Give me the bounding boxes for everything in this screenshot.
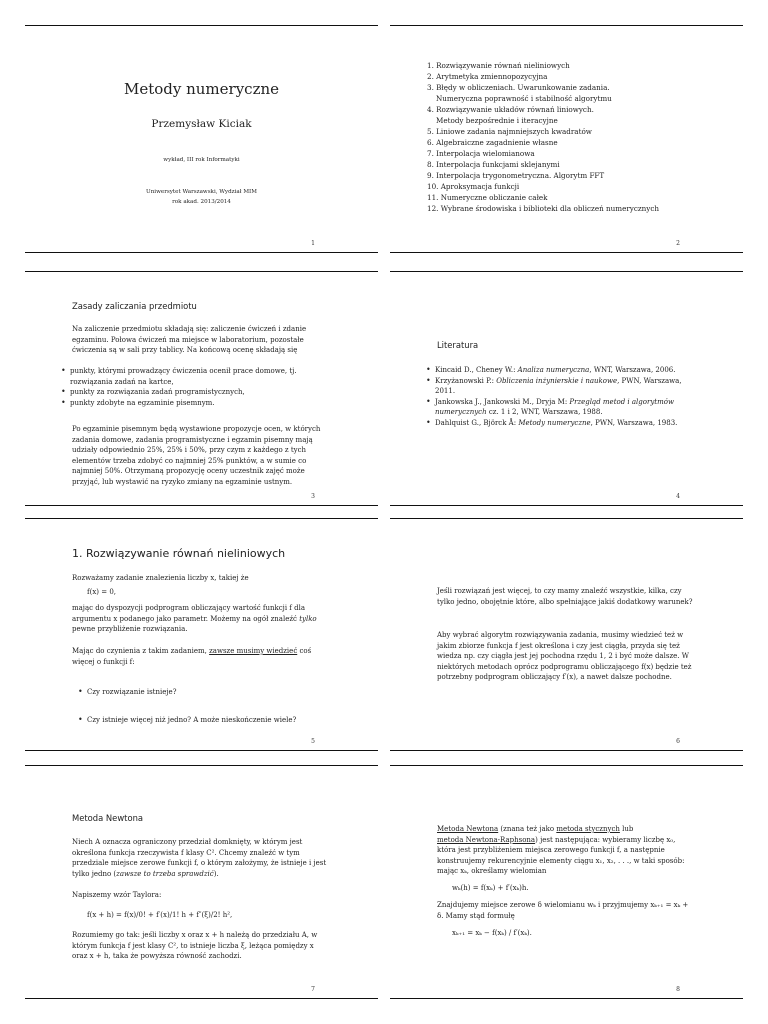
university-info: Uniwersytet Warszawski, Wydział MIM bbox=[145, 189, 257, 195]
list-item: • punkty zdobyte na egzaminie pisemnym. bbox=[61, 398, 331, 409]
academic-year: rok akad. 2013/2014 bbox=[172, 199, 231, 205]
equation: f(x) = 0, bbox=[87, 588, 116, 596]
bullet-list bbox=[61, 366, 331, 408]
bullet-list bbox=[78, 687, 328, 698]
page-number: 5 bbox=[311, 738, 315, 745]
table-of-contents bbox=[427, 60, 659, 214]
slide-4-literature bbox=[390, 271, 743, 506]
page-number: 8 bbox=[676, 986, 680, 993]
paragraph: Mając do czynienia z takim zadaniem, zawsze musimy wiedzieć coś więcej o funkcji f: bbox=[72, 647, 312, 666]
bullet-list bbox=[78, 715, 328, 726]
newton-formula: xₖ₊₁ = xₖ − f(xₖ) / f′(xₖ). bbox=[452, 929, 532, 937]
toc-item: 5. Liniowe zadania najmniejszych kwadratów bbox=[427, 127, 592, 136]
paragraph: Napiszemy wzór Taylora: bbox=[72, 891, 162, 899]
slide-author: Przemysław Kiciak bbox=[151, 118, 252, 130]
toc-item: 2. Arytmetyka zmiennopozycyjna bbox=[427, 72, 548, 81]
list-item: • punkty, którymi prowadzący ćwiczenia ocenił prace domowe, tj. rozwiązania zadań na kartce, bbox=[61, 366, 331, 387]
list-item: • Czy rozwiązanie istnieje? bbox=[78, 687, 328, 698]
reference-item: • Kincaid D., Cheney W.: Analiza numeryczna, WNT, Warszawa, 2006. bbox=[426, 365, 696, 376]
toc-item: 10. Aproksymacja funkcji bbox=[427, 182, 520, 191]
toc-item-continuation: Metody bezpośrednie i iteracyjne bbox=[436, 116, 558, 125]
toc-item: 7. Interpolacja wielomianowa bbox=[427, 149, 535, 158]
slide-1-title bbox=[25, 25, 378, 253]
reference-item: • Dahlquist G., Björck Å: Metody numeryczne, PWN, Warszawa, 1983. bbox=[426, 418, 696, 429]
taylor-formula: f(x + h) = f(x)/0! + f′(x)/1! h + f″(ξ)/2! h², bbox=[87, 911, 233, 919]
slide-title: Metody numeryczne bbox=[123, 80, 280, 98]
page-number: 4 bbox=[676, 493, 680, 500]
paragraph: Aby wybrać algorytm rozwiązywania zadania, musimy wiedzieć też w jakim zbiorze funkcja f jest określona i czy jest ciągła, przyda się też wiedza np. czy ciągła jest jej pochodna rzędu 1, 2 i być może dalsze. W niektórych metodach oprócz podprogramu obliczającego f(x) będzie też potrzebny podprogram obliczający f′(x), a nawet dalsze pochodne. bbox=[437, 631, 692, 682]
toc-item: 4. Rozwiązywanie układów równań liniowych. bbox=[427, 105, 594, 114]
toc-item: 1. Rozwiązywanie równań nieliniowych bbox=[427, 61, 570, 70]
slide-6-solutions bbox=[390, 518, 743, 751]
paragraph: Niech A oznacza ograniczony przedział domknięty, w którym jest określona funkcja rzeczywista f klasy C². Chcemy znaleźć w tym przedziale miejsce zerowe funkcji f, o którym założymy, że istnieje i jest tylko jedno (zawsze to trzeba sprawdzić). bbox=[72, 838, 327, 878]
page-number: 3 bbox=[311, 493, 315, 500]
reference-item: • Jankowska J., Jankowski M., Dryja M: Przegląd metod i algorytmów numerycznych cz. 1 i 2, WNT, Warszawa, 1988. bbox=[426, 397, 696, 418]
paragraph: mając do dyspozycji podprogram obliczający wartość funkcji f dla argumentu x podanego jako parametr. Możemy na ogół znaleźć tylko pewne przybliżenie rozwiązania. bbox=[72, 604, 317, 634]
slide-heading: 1. Rozwiązywanie równań nieliniowych bbox=[72, 547, 286, 560]
list-item: • Czy istnieje więcej niż jedno? A może nieskończenie wiele? bbox=[78, 715, 328, 726]
paragraph: Jeśli rozwiązań jest więcej, to czy mamy znaleźć wszystkie, kilka, czy tylko jedno, obojętnie które, albo spełniające jakiś dodatkowy warunek? bbox=[437, 587, 693, 606]
paragraph: Znajdujemy miejsce zerowe δ wielomianu wₖ i przyjmujemy xₖ₊₁ = xₖ + δ. Mamy stąd formułę bbox=[437, 901, 689, 920]
slide-heading: Metoda Newtona bbox=[72, 813, 144, 823]
slide-heading: Literatura bbox=[437, 340, 479, 350]
paragraph: Rozważamy zadanie znalezienia liczby x, takiej że bbox=[72, 574, 249, 582]
slide-7-newton bbox=[25, 765, 378, 999]
slide-2-contents bbox=[390, 25, 743, 253]
slide-8-newton-method bbox=[390, 765, 743, 999]
paragraph: Metoda Newtona (znana też jako metoda stycznych lub metoda Newtona-Raphsona) jest następująca: wybieramy liczbę x₀, która jest przybliżeniem miejsca zerowego funkcji f, a następnie konstruujemy rekurencyjnie elementy ciągu x₁, x₂, . . ., w taki sposób: mając xₖ, określamy wielomian bbox=[437, 825, 685, 876]
slide-heading: Zasady zaliczania przedmiotu bbox=[72, 301, 197, 311]
reference-list bbox=[426, 365, 696, 429]
paragraph: Rozumiemy go tak: jeśli liczby x oraz x + h należą do przedziału A, w którym funkcja f jest klasy C², to istnieje liczba ξ, leżąca pomiędzy x oraz x + h, taka że powyższa równość zachodzi. bbox=[72, 931, 318, 961]
equation: wₖ(h) = f(xₖ) + f′(xₖ)h. bbox=[452, 884, 529, 892]
toc-item: 6. Algebraiczne zagadnienie własne bbox=[427, 138, 558, 147]
slide-3-rules bbox=[25, 271, 378, 506]
paragraph: Na zaliczenie przedmiotu składają się: zaliczenie ćwiczeń i zdanie egzaminu. Połowa ćwiczeń ma miejsce w laboratorium, pozostałe ćwiczenia są w sali przy tablicy. Na końcową ocenę składają się bbox=[72, 325, 307, 355]
list-item: • punkty za rozwiązania zadań programistycznych, bbox=[61, 387, 331, 398]
toc-item: 9. Interpolacja trygonometryczna. Algorytm FFT bbox=[427, 171, 605, 180]
paragraph: Po egzaminie pisemnym będą wystawione propozycje ocen, w których zadania domowe, zadania programistyczne i egzamin pisemny mają udziały odpowiednio 25%, 25% i 50%, przy czym z każdego z tych elementów trzeba zdobyć co najmniej 25% punktów, a w sumie co najmniej 50%. Otrzymaną propozycję oceny uczestnik zajęć może przyjąć, lub wystawić na ryzyko zmiany na egzaminie ustnym. bbox=[72, 425, 321, 486]
toc-item: 8. Interpolacja funkcjami sklejanymi bbox=[427, 160, 560, 169]
course-info: wykład, III rok Informatyki bbox=[163, 157, 240, 163]
page-number: 6 bbox=[676, 738, 680, 745]
reference-item: • Krzyżanowski P.: Obliczenia inżynierskie i naukowe, PWN, Warszawa, 2011. bbox=[426, 376, 696, 397]
toc-item-continuation: Numeryczna poprawność i stabilność algorytmu bbox=[436, 94, 612, 103]
slide-5-nonlinear bbox=[25, 518, 378, 751]
toc-item: 3. Błędy w obliczeniach. Uwarunkowanie zadania. bbox=[427, 83, 610, 92]
page-number: 1 bbox=[311, 240, 315, 247]
page-number: 2 bbox=[676, 240, 680, 247]
toc-item: 11. Numeryczne obliczanie całek bbox=[427, 193, 548, 202]
page-number: 7 bbox=[311, 986, 315, 993]
toc-item: 12. Wybrane środowiska i biblioteki dla obliczeń numerycznych bbox=[427, 204, 659, 213]
